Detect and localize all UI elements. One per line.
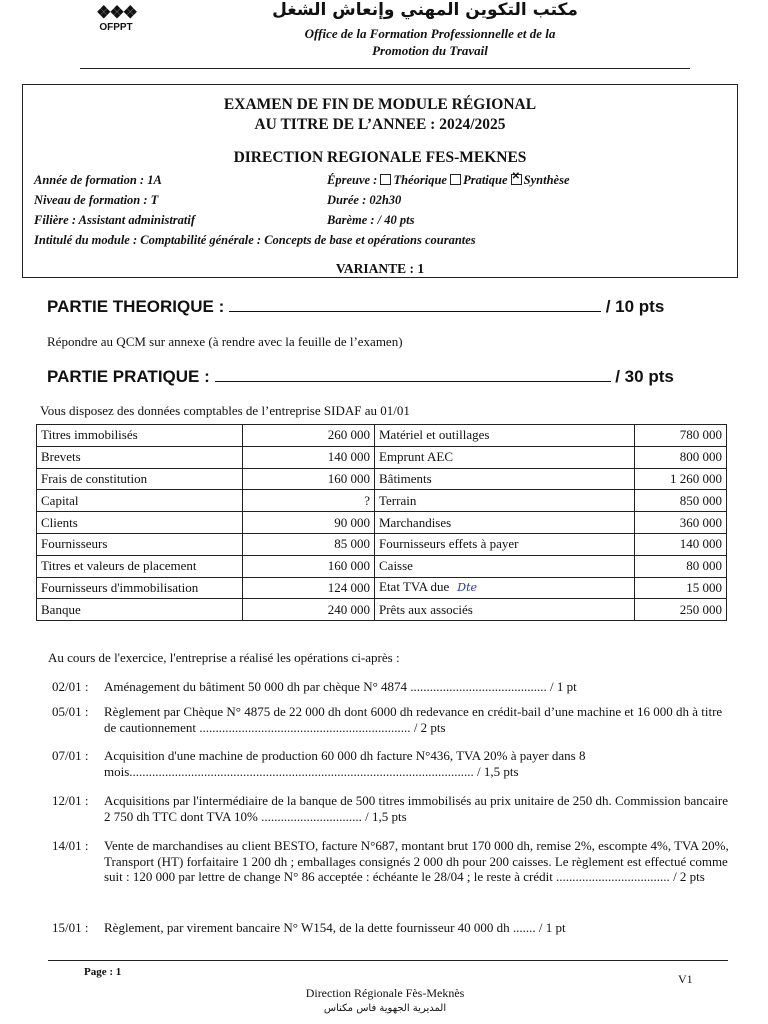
account-value: 360 000 [635,512,727,534]
operation-date: 12/01 : [52,793,89,808]
office-line-2: Promotion du Travail [372,43,488,58]
operation-date: 05/01 : [52,704,89,719]
logo-text: OFPPT [99,22,133,33]
account-label: Emprunt AEC [375,446,635,468]
operation-text: Vente de marchandises au client BESTO, facture N°687, montant brut 170 000 dh, remise 2%, escompte 4%, TVA 20%, Transport (HT) forfaitaire 1 200 dh ; emballages consignés 2 000 dh pour 200 caisses. Le règlement est effectué comme suit : 120 000 par lettre de change N° 86 acceptée : échéante le 28/04 ; le reste à crédit ................................... [104,838,729,884]
account-label: Frais de constitution [37,468,243,490]
operation-item [52,838,732,885]
operation-date: 07/01 : [52,748,89,763]
operation-date: 14/01 : [52,838,89,853]
account-label: Prêts aux associés [375,599,635,621]
operation-text-block [104,793,732,824]
practice-intro: Vous disposez des données comptables de l’entreprise SIDAF au 01/01 [40,403,410,418]
variante: VARIANTE : 1 [335,261,425,276]
practice-points: / 30 pts [615,367,674,386]
office-name [240,25,620,59]
filiere: Filière : Assistant administratif [34,213,196,227]
epreuve-option-synthese: Synthèse [523,173,570,187]
exam-title [130,95,630,135]
account-label: Marchandises [375,512,635,534]
account-label: Matériel et outillages [375,425,635,447]
footer-direction [250,986,520,1016]
account-value: 250 000 [635,599,727,621]
account-label: Brevets [37,446,243,468]
ofppt-logo [88,4,144,52]
account-label: Titres et valeurs de placement [37,555,243,577]
operation-item [52,748,732,779]
operation-date: 02/01 : [52,679,89,694]
direction-title: DIRECTION REGIONALE FES-MEKNES [233,149,527,166]
table-row [37,577,727,599]
table-row [37,490,727,512]
operation-text-block [104,704,732,735]
account-value: 160 000 [243,555,375,577]
footer-direction-fr: Direction Régionale Fès-Meknès [305,986,465,1000]
annee-formation: Année de formation : 1A [34,173,162,187]
account-value: 124 000 [243,577,375,599]
footer-direction-ar: المديرية الجهوية فاس مكناس [323,1003,447,1014]
account-value: 90 000 [243,512,375,534]
practice-title: PARTIE PRATIQUE : [47,367,210,386]
account-value: 780 000 [635,425,727,447]
page-number: Page : 1 [84,966,122,978]
account-value: 800 000 [635,446,727,468]
logo-icon: ❖❖❖ [96,3,136,22]
balance-table [36,424,727,621]
header-divider [80,68,690,69]
account-label: Fournisseurs d'immobilisation [37,577,243,599]
operation-points: / 1 pt [550,679,577,694]
version-label: V1 [678,972,693,986]
table-row [37,533,727,555]
account-value: 260 000 [243,425,375,447]
operation-item [52,679,732,695]
account-value: 140 000 [243,446,375,468]
pratique-checkbox-icon [450,174,461,185]
operation-points: / 1 pt [538,920,566,935]
niveau-formation: Niveau de formation : T [34,193,159,207]
operations-intro: Au cours de l'exercice, l'entreprise a réalisé les opérations ci-après : [48,650,400,665]
theorique-checkbox-icon [380,174,391,185]
account-label: Fournisseurs effets à payer [375,533,635,555]
table-row [37,468,727,490]
operation-item [52,793,732,824]
table-row [37,599,727,621]
account-label: Capital [37,490,243,512]
account-value: 15 000 [635,577,727,599]
operation-text: Acquisition d'une machine de production 60 000 dh facture N°436, TVA 20% à payer dans 8 mois.......................................................................................................... [104,748,586,779]
operation-text-block [104,679,732,695]
account-label: Banque [37,599,243,621]
table-row [37,555,727,577]
footer-divider [48,960,728,961]
office-line-1: Office de la Formation Professionnelle et de la [304,26,556,41]
handwritten-note: Dte [457,581,478,595]
operation-date: 15/01 : [52,920,89,935]
arabic-title: مكتب التكوين المهني وإنعاش الشغل [272,0,578,20]
operation-item [52,920,732,936]
epreuve-label: Épreuve : [327,173,378,187]
synthese-checkbox-icon [511,174,522,185]
account-value: 140 000 [635,533,727,555]
account-label: Clients [37,512,243,534]
operation-text: Règlement, par virement bancaire N° W154, de la dette fournisseur 40 000 dh ....... [104,920,536,935]
theory-points: / 10 pts [605,297,665,316]
theory-instruction: Répondre au QCM sur annexe (à rendre avec la feuille de l’examen) [47,334,403,349]
operation-text: Règlement par Chèque N° 4875 de 22 000 dh dont 6000 dh redevance en crédit-bail d’une machine et 16 000 dh à titre de cautionnement ................................................................. [104,704,723,735]
table-row [37,425,727,447]
account-value: 85 000 [243,533,375,555]
practice-blank-line [215,367,611,382]
account-label: Titres immobilisés [37,425,243,447]
operation-text-block [104,748,732,779]
bareme: Barème : / 40 pts [327,213,415,227]
operation-points: / 2 pts [413,719,446,735]
account-label: Terrain [375,490,635,512]
epreuve-option-pratique: Pratique [463,173,508,187]
epreuve [327,173,570,188]
table-row [37,512,727,534]
account-label: Caisse [375,555,635,577]
operation-text-block [104,920,732,936]
epreuve-option-theorique: Théorique [393,173,447,187]
account-label-with-note [375,577,635,599]
account-value: 80 000 [635,555,727,577]
account-value: 160 000 [243,468,375,490]
operation-text: Acquisitions par l'intermédiaire de la banque de 500 titres immobilisés au prix unitaire de 250 dh. Commission bancaire 2 750 dh TTC dont TVA 10% ............................... [104,793,729,824]
module-title: Intitulé du module : Comptabilité générale : Concepts de base et opérations courantes [34,233,476,247]
account-value: 850 000 [635,490,727,512]
duree: Durée : 02h30 [327,193,402,207]
operation-points: / 1,5 pts [365,808,407,824]
theory-section-title [47,297,664,317]
account-label: Bâtiments [375,468,635,490]
account-label: Etat TVA due [379,579,450,595]
operation-points: / 2 pts [673,869,705,884]
operation-item [52,704,732,735]
operation-points: / 1,5 pts [477,763,519,779]
account-label: Fournisseurs [37,533,243,555]
exam-title-line-1: EXAMEN DE FIN DE MODULE RÉGIONAL [223,96,537,113]
logo-subtext [116,33,117,38]
account-value: ? [243,490,375,512]
account-value: 240 000 [243,599,375,621]
operation-text-block [104,838,732,885]
table-row [37,446,727,468]
exam-title-line-2: AU TITRE DE L’ANNEE : 2024/2025 [254,116,506,133]
operation-text: Aménagement du bâtiment 50 000 dh par chèque N° 4874 .......................................... [104,679,547,694]
theory-title: PARTIE THEORIQUE : [47,297,225,316]
theory-blank-line [229,297,601,312]
practice-section-title [47,367,674,387]
account-value: 1 260 000 [635,468,727,490]
